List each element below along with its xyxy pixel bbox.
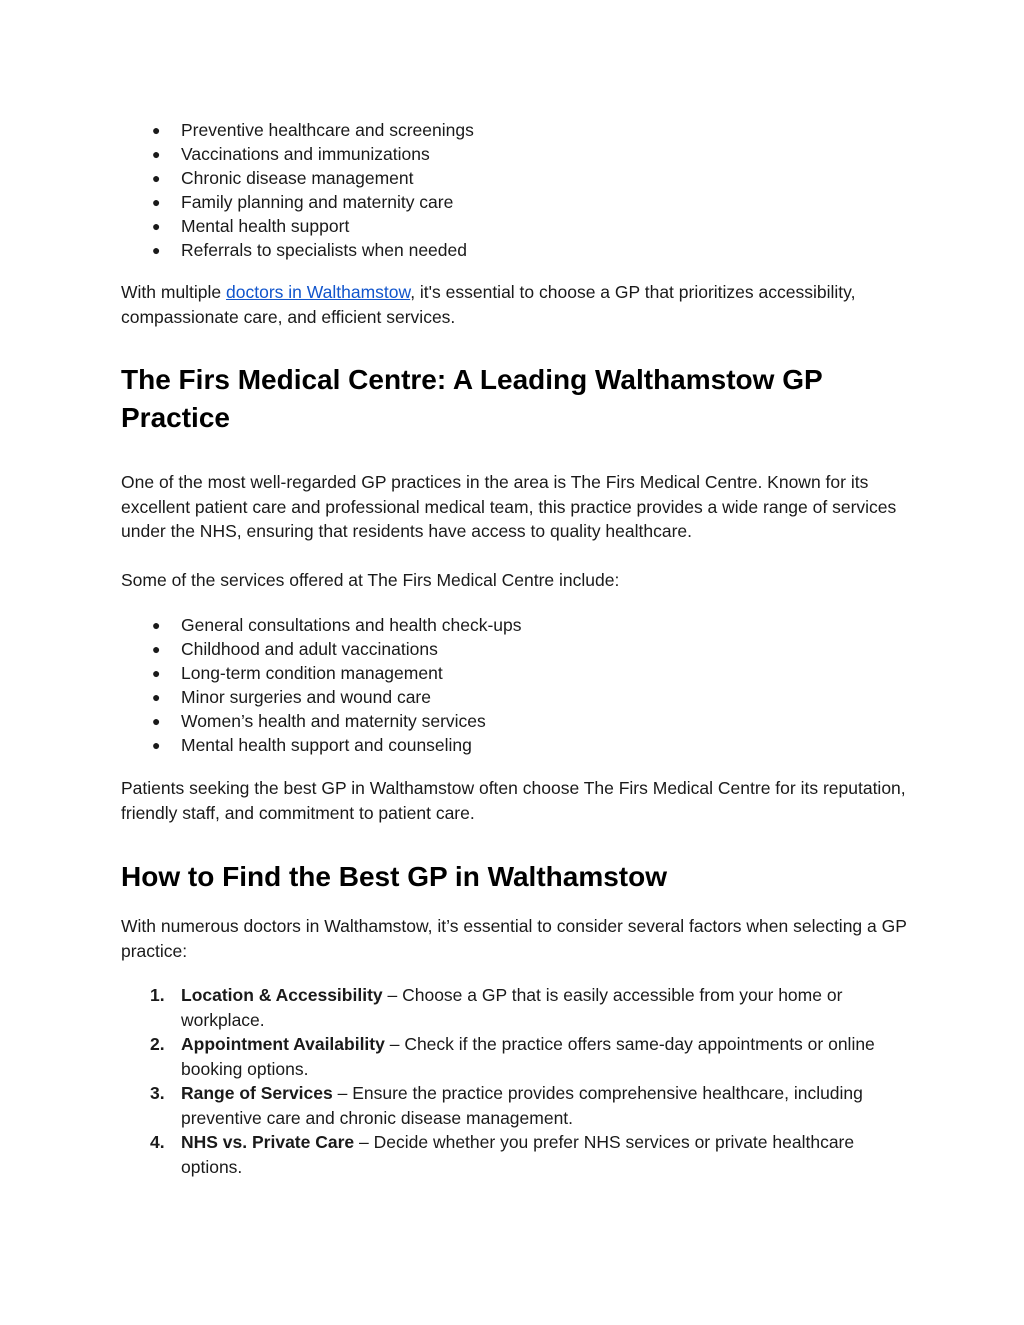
bullet-icon: ●	[152, 737, 161, 753]
bullet-icon: ●	[152, 146, 161, 162]
body-paragraph: One of the most well-regarded GP practices in the area is The Firs Medical Centre. Known for its excellent patient care and professional medical team, this practice provides a wide range of services under the NHS, ensuring that residents have access to quality healthcare.	[121, 472, 897, 541]
body-paragraph: Patients seeking the best GP in Walthamstow often choose The Firs Medical Centre for its reputation, friendly staff, and commitment to patient care.	[121, 778, 906, 823]
list-item: ● General consultations and health check-ups	[152, 615, 522, 635]
list-item: ● Women’s health and maternity services	[152, 711, 486, 731]
body-paragraph: With numerous doctors in Walthamstow, it’s essential to consider several factors when selecting a GP practice:	[121, 916, 907, 961]
bullet-icon: ●	[152, 617, 161, 633]
list-item: 2. Appointment Availability – Check if the practice offers same-day appointments or online booking options.	[150, 1034, 875, 1079]
care-types-list	[121, 118, 911, 262]
list-item: ● Vaccinations and immunizations	[152, 144, 430, 164]
list-item: ● Childhood and adult vaccinations	[152, 639, 438, 659]
factors-list	[121, 983, 911, 1179]
bullet-icon: ●	[152, 713, 161, 729]
list-item: 1. Location & Accessibility – Choose a GP that is easily accessible from your home or workplace.	[150, 985, 843, 1030]
bullet-icon: ●	[152, 665, 161, 681]
list-item: ● Minor surgeries and wound care	[152, 687, 431, 707]
bullet-icon: ●	[152, 194, 161, 210]
section-heading: The Firs Medical Centre: A Leading Walthamstow GP Practice	[121, 364, 823, 433]
section-heading: How to Find the Best GP in Walthamstow	[121, 861, 668, 892]
bullet-icon: ●	[152, 218, 161, 234]
list-item: ● Referrals to specialists when needed	[152, 240, 467, 260]
list-item: 3. Range of Services – Ensure the practice provides comprehensive healthcare, including preventive care and chronic disease management.	[150, 1083, 863, 1128]
list-item: ● Mental health support and counseling	[152, 735, 472, 755]
bullet-icon: ●	[152, 689, 161, 705]
bullet-icon: ●	[152, 122, 161, 138]
list-item: 4. NHS vs. Private Care – Decide whether you prefer NHS services or private healthcare options.	[150, 1132, 855, 1177]
document-page	[121, 118, 911, 1179]
list-item: ● Long-term condition management	[152, 663, 443, 683]
bullet-icon: ●	[152, 641, 161, 657]
list-item: ● Chronic disease management	[152, 168, 414, 188]
list-item: ● Family planning and maternity care	[152, 192, 454, 212]
list-item: ● Mental health support	[152, 216, 350, 236]
bullet-icon: ●	[152, 242, 161, 258]
intro-paragraph: With multiple doctors in Walthamstow, it's essential to choose a GP that prioritizes accessibility, compassionate care, and efficient services.	[121, 282, 856, 327]
doctors-link[interactable]: doctors in Walthamstow	[226, 282, 411, 302]
body-paragraph: Some of the services offered at The Firs Medical Centre include:	[121, 569, 620, 590]
bullet-icon: ●	[152, 170, 161, 186]
services-list	[121, 613, 911, 757]
list-item: ● Preventive healthcare and screenings	[152, 120, 474, 140]
